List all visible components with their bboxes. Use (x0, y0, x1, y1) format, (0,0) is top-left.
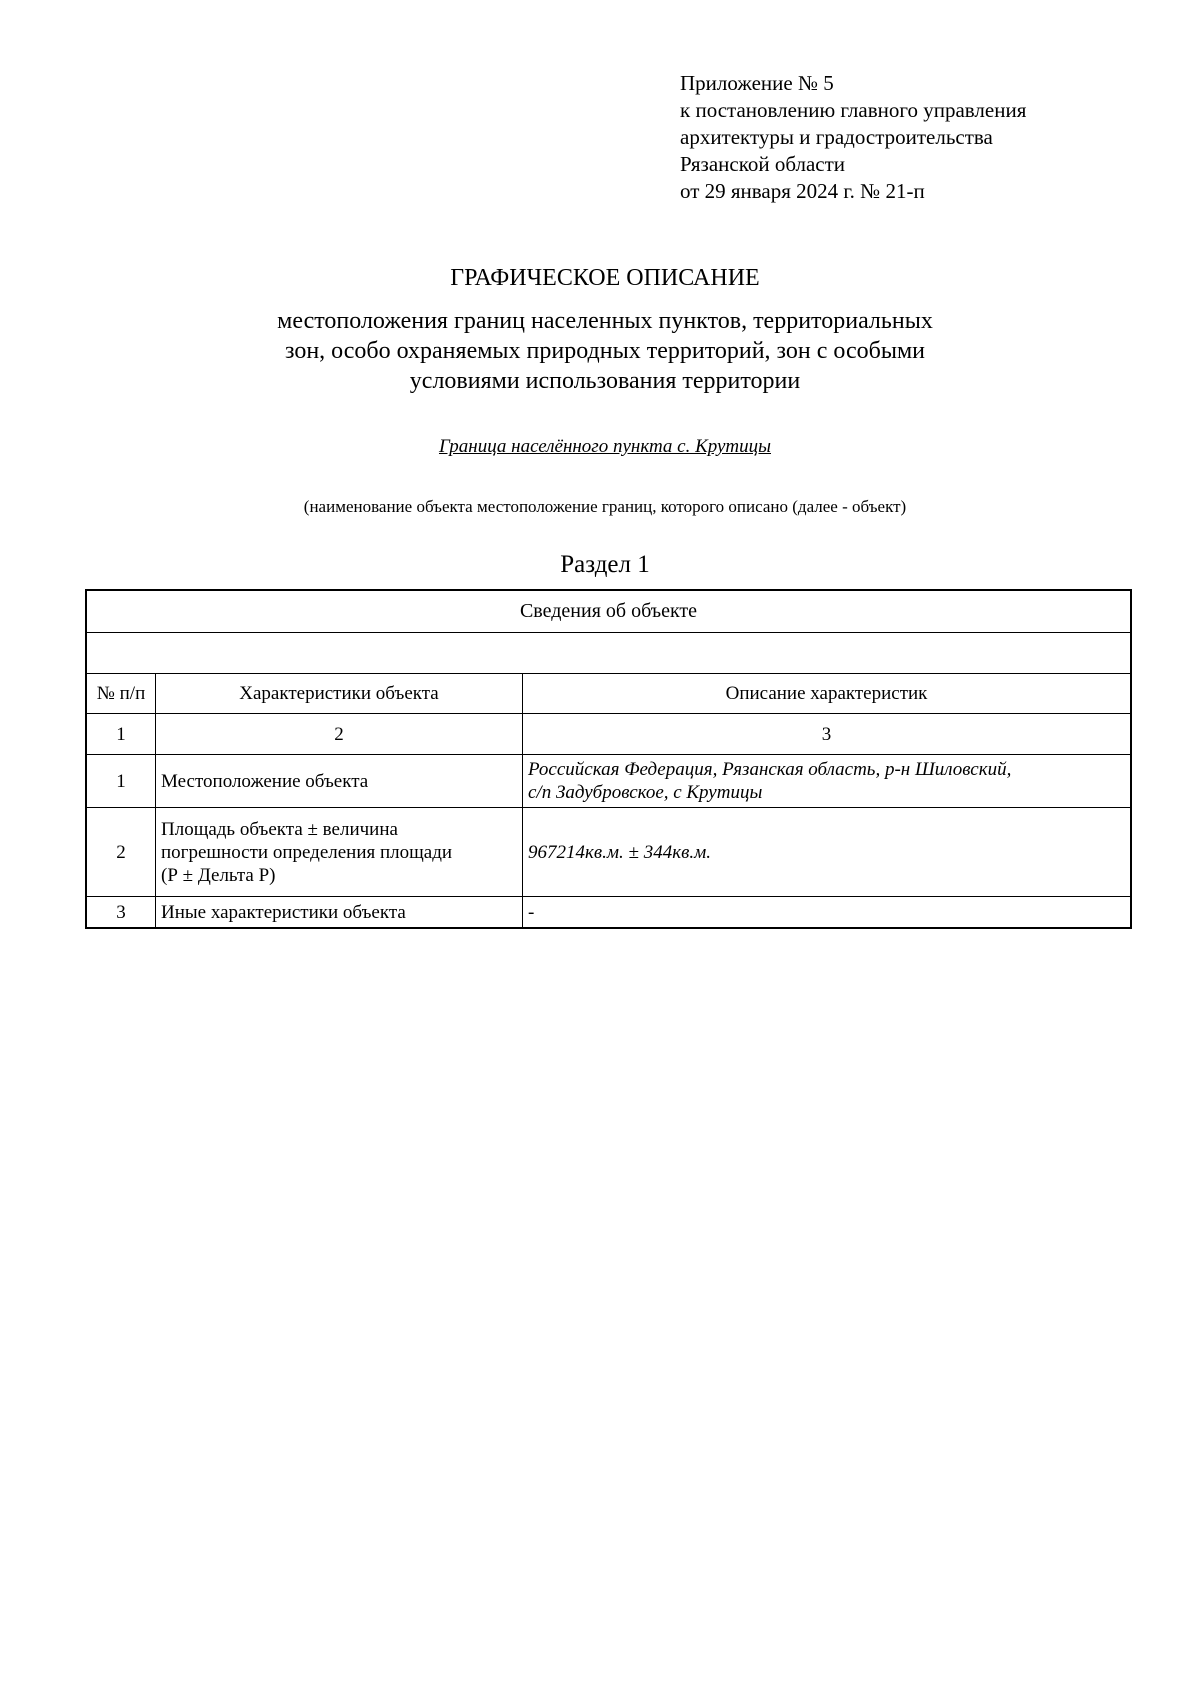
table-row (86, 755, 1131, 808)
object-name: Граница населённого пункта с. Крутицы (438, 436, 771, 457)
header-characteristic: Характеристики объекта (156, 674, 523, 714)
row-description: - (523, 897, 1132, 929)
row-number: 1 (86, 755, 156, 808)
table-empty-row (86, 633, 1131, 674)
document-title: ГРАФИЧЕСКОЕ ОПИСАНИЕ (450, 265, 760, 291)
row-description: 967214кв.м. ± 344кв.м. (523, 808, 1132, 897)
appendix-line: к постановлению главного управления (680, 98, 1027, 122)
object-caption: (наименование объекта местоположение границ, которого описано (далее - объект) (303, 497, 907, 516)
appendix-line: от 29 января 2024 г. № 21-п (680, 179, 925, 203)
object-info-table (85, 589, 1132, 929)
empty-cell (86, 633, 1131, 674)
header-number: № п/п (86, 674, 156, 714)
characteristic-line: погрешности определения площади (161, 841, 453, 863)
column-number: 3 (523, 714, 1132, 755)
appendix-note (680, 70, 1026, 205)
subtitle-line: местоположения границ населенных пунктов, территориальных (277, 308, 933, 334)
row-number: 2 (86, 808, 156, 897)
row-description (523, 755, 1132, 808)
table-caption: Сведения об объекте (86, 590, 1131, 633)
characteristic-line: Площадь объекта ± величина (161, 818, 398, 840)
column-number: 1 (86, 714, 156, 755)
table-column-numbers-row (86, 714, 1131, 755)
header-description: Описание характеристик (523, 674, 1132, 714)
description-line: с/п Задубровское, с Крутицы (528, 782, 763, 803)
subtitle-line: условиями использования территории (409, 368, 801, 394)
description-line: Российская Федерация, Рязанская область, р-н Шиловский, (528, 759, 1012, 780)
table-caption-row (86, 590, 1131, 633)
appendix-line: Рязанской области (680, 152, 846, 176)
table-row (86, 897, 1131, 929)
table-row (86, 808, 1131, 897)
subtitle-line: зон, особо охраняемых природных территорий, зон с особыми (284, 338, 926, 364)
row-characteristic: Иные характеристики объекта (156, 897, 523, 929)
appendix-line: архитектуры и градостроительства (680, 125, 993, 149)
row-characteristic (156, 808, 523, 897)
column-number: 2 (156, 714, 523, 755)
table-header-row (86, 674, 1131, 714)
document-subtitle (0, 306, 1200, 396)
section-title: Раздел 1 (560, 551, 650, 578)
appendix-line: Приложение № 5 (680, 71, 834, 95)
row-characteristic: Местоположение объекта (156, 755, 523, 808)
row-number: 3 (86, 897, 156, 929)
characteristic-line: (Р ± Дельта Р) (161, 864, 276, 886)
